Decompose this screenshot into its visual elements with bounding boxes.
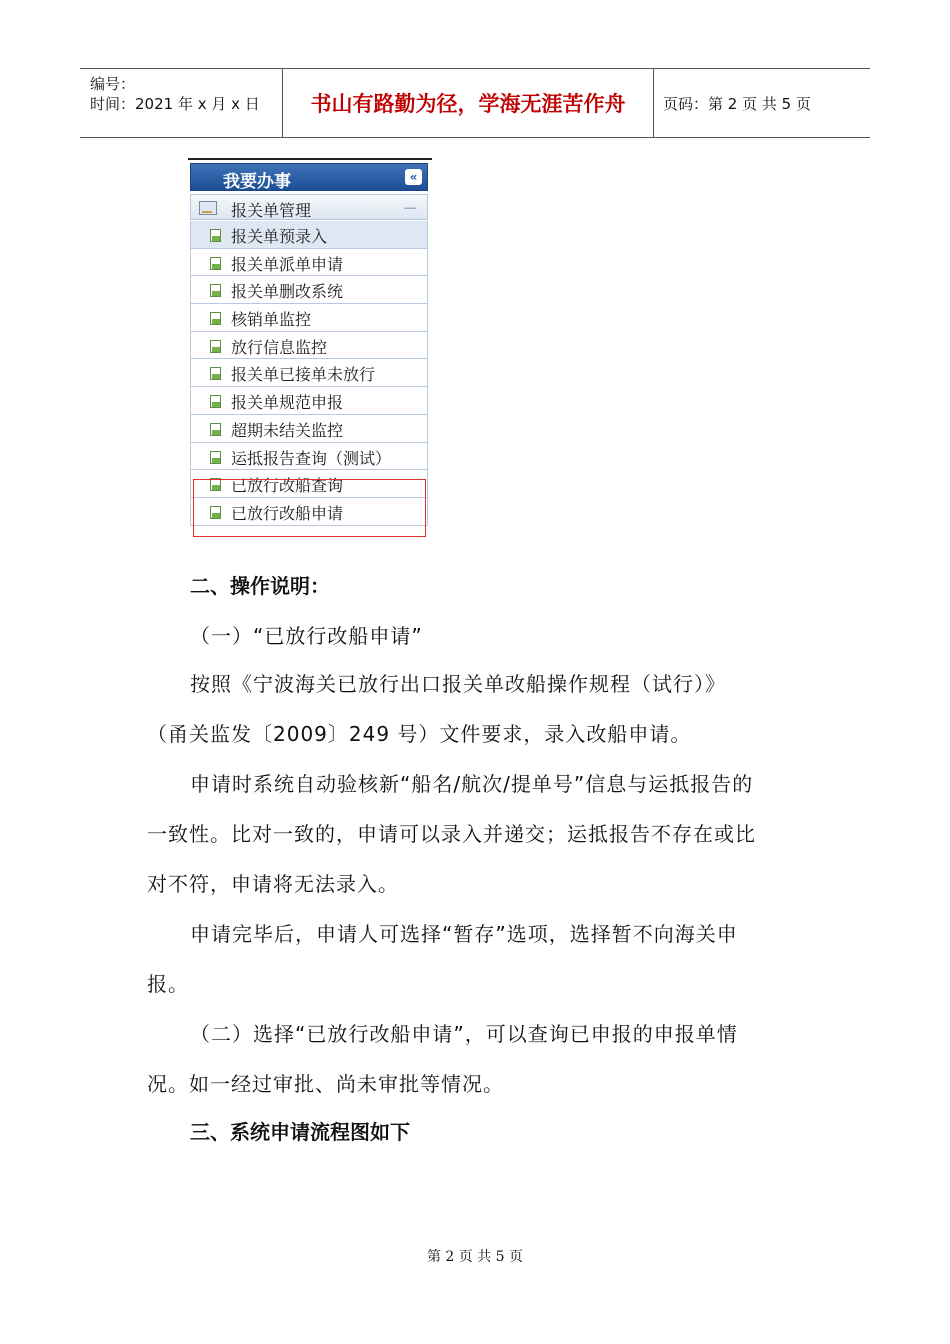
menu-item-label: 核销单监控 bbox=[231, 310, 312, 330]
document-icon bbox=[210, 367, 221, 380]
page-header bbox=[80, 68, 870, 138]
menu-item[interactable] bbox=[190, 359, 428, 387]
paragraph-line: （甬关监发〔2009〕249 号）文件要求，录入改船申请。 bbox=[147, 722, 692, 746]
paragraph-line: 申请时系统自动验核新“船名/航次/提单号”信息与运抵报告的 bbox=[190, 772, 754, 796]
document-icon bbox=[210, 423, 221, 436]
page-footer: 第 2 页 共 5 页 bbox=[426, 1249, 524, 1265]
menu-item[interactable] bbox=[190, 276, 428, 304]
menu-item[interactable] bbox=[190, 415, 428, 443]
document-icon bbox=[210, 229, 221, 242]
menu-item-label: 报关单删改系统 bbox=[231, 282, 344, 302]
menu-item[interactable] bbox=[190, 249, 428, 277]
menu-section-label: 报关单管理 bbox=[231, 201, 312, 220]
menu-item-label: 报关单派单申请 bbox=[231, 254, 344, 274]
document-icon bbox=[210, 284, 221, 297]
menu-item[interactable] bbox=[190, 221, 428, 249]
menu-item[interactable] bbox=[190, 304, 428, 332]
document-icon bbox=[210, 451, 221, 464]
monitor-icon bbox=[199, 201, 217, 215]
number-label: 编号： bbox=[90, 75, 136, 93]
menu-section-header[interactable] bbox=[190, 194, 428, 220]
panel-title: 我要办事 bbox=[223, 172, 291, 192]
menu-item-label: 运抵报告查询（测试） bbox=[231, 448, 392, 468]
panel-top-line bbox=[188, 158, 432, 160]
document-icon bbox=[210, 257, 221, 270]
header-motto: 书山有路勤为径，学海无涯苦作舟 bbox=[283, 69, 654, 137]
paragraph-line: 一致性。比对一致的，申请可以录入并递交；运抵报告不存在或比 bbox=[147, 822, 756, 846]
menu-item[interactable] bbox=[190, 443, 428, 471]
menu-item[interactable] bbox=[190, 387, 428, 415]
paragraph-line: 报。 bbox=[147, 972, 189, 996]
highlight-box bbox=[193, 479, 426, 537]
menu-item-label: 放行信息监控 bbox=[231, 337, 328, 357]
menu-item-label: 报关单预录入 bbox=[231, 227, 328, 246]
paragraph-line: 按照《宁波海关已放行出口报关单改船操作规程（试行）》 bbox=[190, 672, 726, 696]
menu-item[interactable] bbox=[190, 332, 428, 360]
document-icon bbox=[210, 340, 221, 353]
header-page-label: 页码：第 2 页 共 5 页 bbox=[663, 94, 811, 113]
document-icon bbox=[210, 312, 221, 325]
panel-title-bar bbox=[190, 163, 428, 191]
section-heading-2: 二、操作说明： bbox=[190, 574, 330, 598]
paragraph-line: 对不符，申请将无法录入。 bbox=[147, 872, 399, 896]
paragraph-line: 申请完毕后，申请人可选择“暂存”选项，选择暂不向海关申 bbox=[190, 922, 738, 946]
menu-item-label: 报关单已接单未放行 bbox=[231, 365, 376, 385]
header-meta-cell bbox=[80, 69, 283, 137]
menu-item-label: 已放行改船查询 bbox=[231, 476, 344, 496]
menu-item-label: 超期未结关监控 bbox=[231, 420, 344, 440]
subheading-1: （一）“已放行改船申请” bbox=[190, 624, 423, 648]
menu-item-label: 报关单规范申报 bbox=[231, 393, 344, 413]
menu-item-label: 已放行改船申请 bbox=[231, 503, 344, 523]
collapse-section-icon[interactable]: － bbox=[401, 199, 418, 218]
date-label: 时间：2021 年 x 月 x 日 bbox=[90, 95, 260, 113]
collapse-icon[interactable]: « bbox=[405, 169, 422, 185]
section-heading-3: 三、系统申请流程图如下 bbox=[190, 1120, 410, 1144]
paragraph-line: （二）选择“已放行改船申请”，可以查询已申报的申报单情 bbox=[190, 1022, 738, 1046]
paragraph-line: 况。如一经过审批、尚未审批等情况。 bbox=[147, 1072, 504, 1096]
document-icon bbox=[210, 395, 221, 408]
